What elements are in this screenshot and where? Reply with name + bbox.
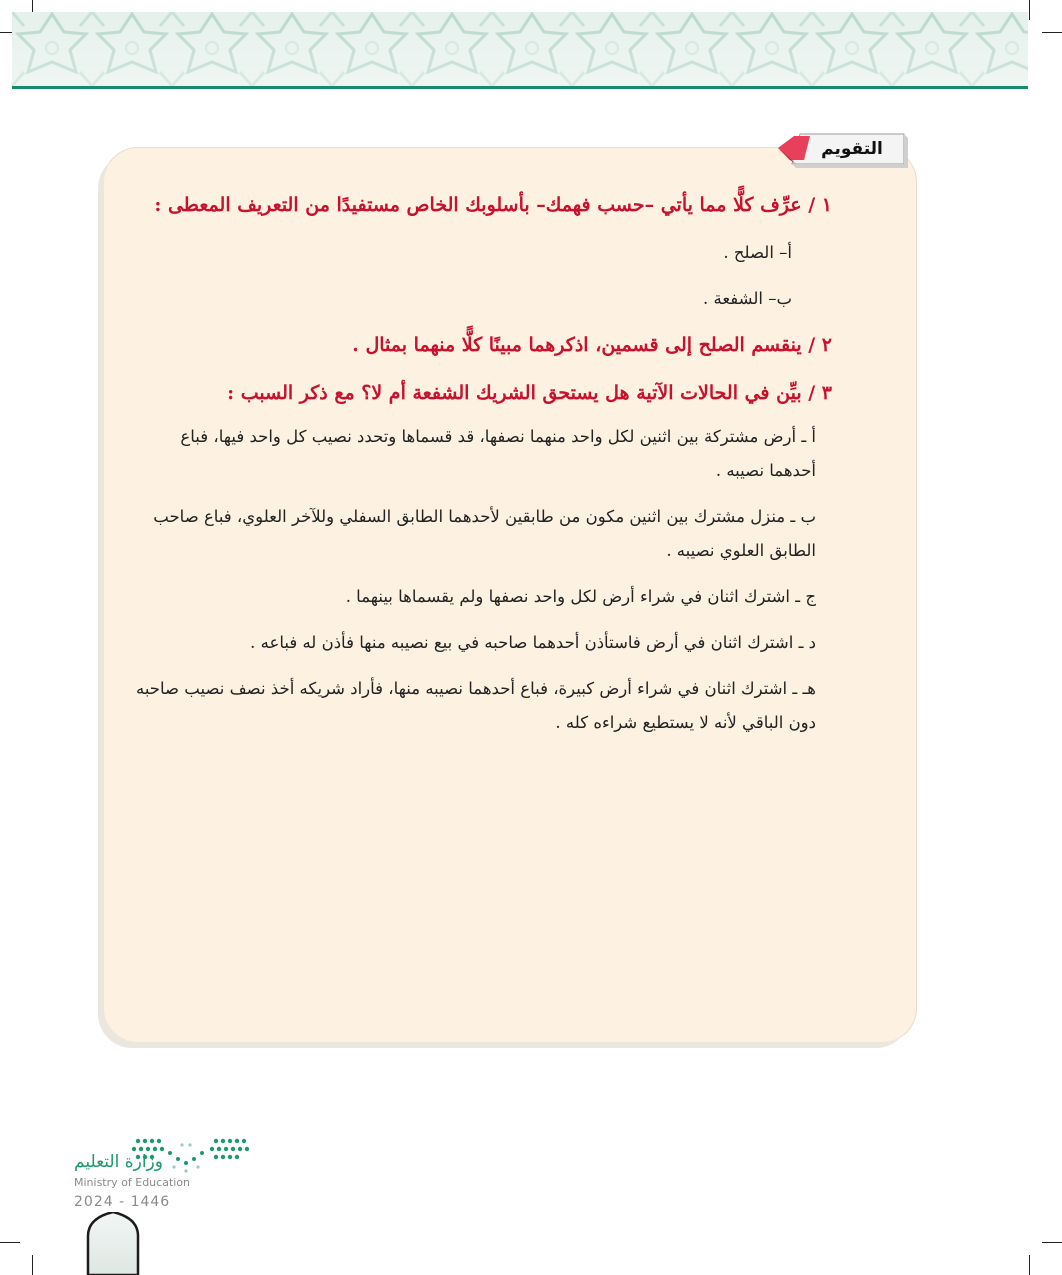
crop-mark	[32, 1255, 33, 1275]
list-item: ب– الشفعة .	[702, 289, 792, 308]
decorative-arch	[86, 1212, 140, 1275]
list-item: د ـ اشترك اثنان في أرض فاستأذن أحدهما صاحبه في بيع نصيبه منها فأذن له فباعه .	[250, 633, 816, 652]
list-item: هـ ـ اشترك اثنان في شراء أرض كبيرة، فباع أحدهما نصيبه منها، فأراد شريكه أخذ نصف نصيب صاحبه دون الباقي لأنه لا يستطيع شراءه كله .	[135, 679, 816, 732]
section-title: التقويم	[821, 139, 883, 159]
ministry-name-arabic: وزارة التعليم	[74, 1152, 163, 1172]
crop-mark	[1042, 32, 1062, 33]
crop-mark	[1029, 1255, 1030, 1275]
question-1: ١ / عرِّف كلًّا مما يأتي –حسب فهمك– بأسلوبك الخاص مستفيدًا من التعريف المعطى :	[154, 194, 832, 216]
list-item: أ ـ أرض مشتركة بين اثنين لكل واحد منهما نصفها، قد قسماها وتحدد نصيب كل واحد فيها، فباع أحدهما نصيبه .	[180, 427, 816, 480]
ministry-name-english: Ministry of Education	[74, 1176, 191, 1189]
crop-mark	[1042, 1242, 1062, 1243]
list-item: ج ـ اشترك اثنان في شراء أرض لكل واحد نصفها ولم يقسماها بينهما .	[345, 587, 816, 606]
crop-mark	[1029, 0, 1030, 20]
questions-area	[135, 186, 832, 740]
question-3: ٣ / بيِّن في الحالات الآتية هل يستحق الشريك الشفعة أم لا؟ مع ذكر السبب :	[227, 382, 832, 404]
edition-year: 2024 - 1446	[74, 1194, 171, 1210]
question-2: ٢ / ينقسم الصلح إلى قسمين، اذكرهما مبينًا كلًّا منهما بمثال .	[352, 334, 832, 356]
header-pattern-banner	[12, 12, 1028, 89]
list-item: ب ـ منزل مشترك بين اثنين مكون من طابقين لأحدهما الطابق السفلي وللآخر العلوي، فباع صاحب الطابق العلوي نصيبه .	[153, 507, 816, 560]
list-item: أ– الصلح .	[723, 243, 792, 262]
crop-mark	[0, 1242, 20, 1243]
